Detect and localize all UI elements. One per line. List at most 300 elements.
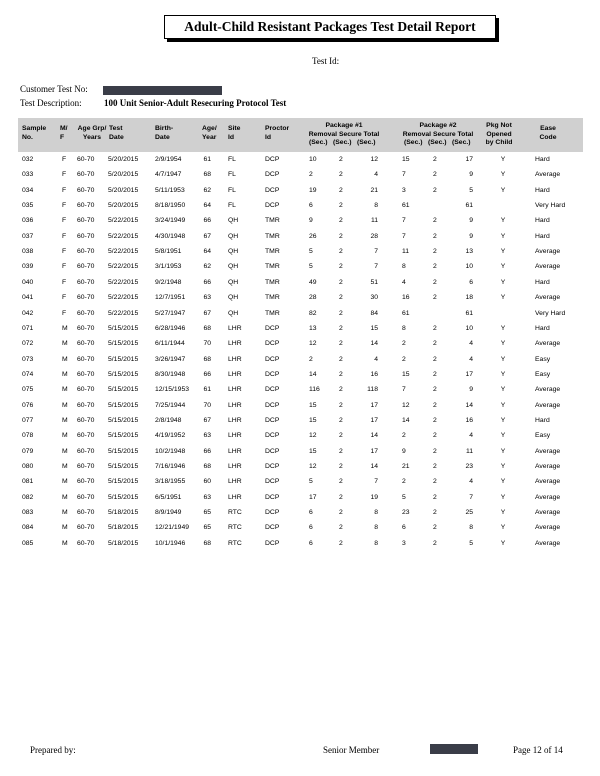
table-cell: Y — [500, 340, 506, 348]
table-cell: F — [62, 309, 67, 317]
table-cell: 60-70 — [77, 432, 95, 440]
test-description-label: Test Description: — [20, 98, 82, 108]
table-cell: 84 — [370, 309, 378, 317]
table-cell: LHR — [228, 370, 242, 378]
table-cell: 8/18/1950 — [155, 202, 186, 210]
table-cell: 5 — [469, 539, 473, 547]
table-cell: M — [62, 539, 68, 547]
table-cell: M — [62, 432, 68, 440]
table-cell: DCP — [265, 493, 280, 501]
table-cell: 62 — [203, 263, 211, 271]
header-package-2: Package #2 Removal Secure Total — [402, 122, 474, 138]
table-cell: 5/18/2015 — [108, 524, 139, 532]
table-cell: 5/15/2015 — [108, 324, 139, 332]
table-cell: QH — [228, 248, 239, 256]
table-cell: 15 — [402, 370, 410, 378]
table-cell: 9 — [309, 217, 313, 225]
table-cell: 2 — [433, 370, 437, 378]
header-not-opened: Pkg Not Opened by Child — [485, 122, 513, 146]
table-cell: 5/15/2015 — [108, 340, 139, 348]
table-cell: 10 — [309, 156, 317, 163]
table-cell: 8 — [469, 524, 473, 532]
table-cell: 2 — [339, 156, 343, 163]
table-cell: LHR — [228, 493, 242, 501]
header-pkg2-sec-secure: (Sec.) — [428, 139, 447, 146]
table-cell: 63 — [203, 294, 211, 302]
table-cell: 4 — [469, 432, 473, 440]
table-cell: 2 — [433, 463, 437, 470]
table-cell: 2 — [339, 309, 343, 317]
table-cell: Average — [535, 263, 561, 271]
table-cell: 13 — [465, 248, 473, 256]
table-cell: 28 — [370, 232, 378, 240]
table-cell: M — [62, 493, 68, 501]
table-cell: 4 — [374, 171, 378, 179]
table-cell: 5/15/2015 — [108, 401, 139, 409]
table-cell: 8/30/1948 — [155, 370, 186, 378]
table-cell: Y — [500, 447, 506, 455]
table-cell: 8 — [374, 539, 378, 547]
table-cell: 17 — [370, 416, 378, 424]
table-cell: DCP — [265, 370, 280, 378]
table-cell: 7 — [402, 386, 406, 394]
table-cell: Hard — [535, 156, 550, 163]
table-cell: 60-70 — [77, 386, 95, 394]
table-cell: 5/22/2015 — [108, 217, 139, 225]
table-cell: 14 — [309, 370, 317, 378]
table-cell: 5/22/2015 — [108, 294, 139, 302]
header-pkg2-sec-total: (Sec.) — [452, 139, 471, 146]
table-cell: M — [62, 478, 68, 486]
header-birth-date: Birth- Date — [155, 125, 174, 141]
table-cell: 60-70 — [77, 340, 95, 348]
table-cell: 075 — [22, 386, 34, 394]
table-cell: 68 — [203, 324, 211, 332]
table-cell: 3 — [402, 186, 406, 194]
table-cell: 083 — [22, 509, 34, 517]
table-cell: 2 — [433, 493, 437, 501]
table-cell: 071 — [22, 324, 34, 332]
table-cell: 2 — [433, 478, 437, 486]
table-cell: Average — [535, 509, 561, 517]
table-cell: F — [62, 217, 67, 225]
table-cell: 15 — [309, 416, 317, 424]
table-cell: 2 — [339, 186, 343, 194]
table-cell: 5/15/2015 — [108, 370, 139, 378]
table-cell: 64 — [203, 248, 211, 256]
table-cell: 080 — [22, 463, 34, 470]
table-cell: M — [62, 509, 68, 517]
table-cell: 9 — [469, 217, 473, 225]
table-cell: 040 — [22, 278, 34, 286]
table-cell: 61 — [402, 309, 410, 317]
table-cell: 70 — [203, 401, 211, 409]
table-cell: 4 — [402, 278, 406, 286]
table-cell: 081 — [22, 478, 34, 486]
table-cell: 038 — [22, 248, 34, 256]
table-cell: Y — [500, 416, 506, 424]
table-cell: 12 — [309, 340, 317, 348]
table-cell: 6/11/1944 — [155, 340, 185, 348]
table-cell: Y — [500, 463, 506, 470]
header-package-1: Package #1 Removal Secure Total — [308, 122, 380, 138]
table-cell: 8/9/1949 — [155, 509, 182, 517]
table-cell: 2 — [339, 355, 343, 363]
table-cell: 5/22/2015 — [108, 309, 139, 317]
table-cell: 2 — [402, 355, 406, 363]
table-cell: 5/15/2015 — [108, 463, 139, 470]
table-cell: 60-70 — [77, 248, 95, 256]
table-cell: 61 — [402, 202, 410, 210]
table-cell: 7 — [402, 232, 406, 240]
table-cell: LHR — [228, 386, 242, 394]
table-cell: 17 — [370, 401, 378, 409]
table-cell: 67 — [203, 309, 211, 317]
table-cell: 61 — [465, 202, 473, 210]
table-cell: F — [62, 248, 67, 256]
table-cell: M — [62, 463, 68, 470]
table-cell: Y — [500, 263, 506, 271]
table-cell: 8 — [402, 263, 406, 271]
table-cell: 2 — [339, 447, 343, 455]
table-cell: 60-70 — [77, 509, 95, 517]
table-cell: 68 — [203, 463, 211, 470]
table-cell: 11 — [465, 447, 473, 455]
table-cell: TMR — [265, 309, 280, 317]
table-cell: Easy — [535, 370, 551, 378]
table-cell: 60-70 — [77, 370, 95, 378]
header-site: Site Id — [228, 125, 241, 141]
table-cell: 4/19/1952 — [155, 432, 186, 440]
table-cell: 8 — [402, 324, 406, 332]
table-cell: Average — [535, 463, 561, 470]
table-cell: 15 — [309, 401, 317, 409]
table-cell: 2 — [433, 217, 437, 225]
table-cell: 118 — [367, 386, 378, 394]
header-test-date: Test Date — [109, 125, 124, 141]
table-cell: Average — [535, 524, 561, 532]
table-cell: 82 — [309, 309, 317, 317]
table-cell: 2 — [433, 447, 437, 455]
table-cell: 6 — [309, 539, 313, 547]
header-age-year: Age/ Year — [202, 125, 217, 141]
table-cell: 19 — [309, 186, 317, 194]
table-cell: DCP — [265, 355, 280, 363]
table-cell: TMR — [265, 232, 280, 240]
table-cell: Y — [500, 370, 506, 378]
table-cell: 5/22/2015 — [108, 278, 139, 286]
table-cell: 15 — [309, 447, 317, 455]
table-cell: 6/5/1951 — [155, 493, 182, 501]
table-cell: 9 — [402, 447, 406, 455]
table-cell: 2 — [339, 432, 343, 440]
table-cell: 60-70 — [77, 202, 95, 210]
table-cell: 49 — [309, 278, 317, 286]
table-cell: 15 — [402, 156, 410, 163]
redaction-bar — [430, 744, 478, 754]
table-cell: 8 — [374, 524, 378, 532]
table-cell: QH — [228, 309, 239, 317]
table-cell: 3/24/1949 — [155, 217, 186, 225]
table-cell: Y — [500, 401, 506, 409]
table-cell: 60-70 — [77, 217, 95, 225]
table-cell: Average — [535, 294, 561, 302]
table-cell: 66 — [203, 370, 211, 378]
table-cell: 12 — [309, 432, 317, 440]
table-cell: 60-70 — [77, 355, 95, 363]
table-cell: DCP — [265, 524, 280, 532]
table-cell: 2 — [339, 509, 343, 517]
table-cell: RTC — [228, 539, 242, 547]
table-cell: 17 — [465, 156, 473, 163]
table-cell: 28 — [309, 294, 317, 302]
table-cell: Hard — [535, 324, 550, 332]
table-cell: 7 — [374, 263, 378, 271]
table-cell: 2 — [339, 340, 343, 348]
redaction-bar — [103, 86, 222, 95]
table-cell: 2 — [433, 324, 437, 332]
table-cell: Y — [500, 539, 506, 547]
table-cell: 61 — [203, 156, 211, 163]
table-cell: DCP — [265, 156, 280, 163]
table-cell: 70 — [203, 340, 211, 348]
table-cell: 7 — [402, 171, 406, 179]
senior-member-label: Senior Member — [323, 745, 380, 755]
table-cell: 7 — [374, 478, 378, 486]
table-cell: 5 — [309, 248, 313, 256]
table-cell: 63 — [203, 432, 211, 440]
table-cell: 5/22/2015 — [108, 263, 139, 271]
table-cell: 30 — [370, 294, 378, 302]
table-cell: 60-70 — [77, 539, 95, 547]
table-cell: F — [62, 263, 67, 271]
table-cell: Average — [535, 493, 561, 501]
table-cell: 2/8/1948 — [155, 416, 182, 424]
table-cell: LHR — [228, 340, 242, 348]
table-cell: 2 — [433, 156, 437, 163]
table-cell: M — [62, 340, 68, 348]
table-cell: QH — [228, 217, 239, 225]
table-cell: 11 — [370, 217, 378, 225]
table-cell: Average — [535, 401, 561, 409]
table-cell: 15 — [370, 324, 378, 332]
table-cell: 2 — [433, 355, 437, 363]
table-cell: 2 — [339, 263, 343, 271]
table-cell: 16 — [465, 416, 473, 424]
table-cell: 60-70 — [77, 447, 95, 455]
table-cell: Average — [535, 447, 561, 455]
table-cell: 2 — [339, 416, 343, 424]
test-description-value: 100 Unit Senior-Adult Resecuring Protocol Test — [104, 98, 287, 108]
table-cell: RTC — [228, 509, 242, 517]
table-cell: 5/22/2015 — [108, 232, 139, 240]
table-cell: 62 — [203, 186, 211, 194]
table-cell: Hard — [535, 186, 550, 194]
table-cell: 12 — [309, 463, 317, 470]
prepared-by-label: Prepared by: — [30, 745, 76, 755]
table-cell: DCP — [265, 186, 280, 194]
table-cell: 6 — [469, 278, 473, 286]
table-cell: F — [62, 232, 67, 240]
table-cell: 5/22/2015 — [108, 248, 139, 256]
table-cell: Y — [500, 294, 506, 302]
header-ease-code: Ease Code — [539, 125, 557, 141]
table-cell: 12/21/1949 — [155, 524, 190, 532]
table-cell: 60-70 — [77, 524, 95, 532]
table-cell: 2 — [339, 493, 343, 501]
table-cell: 2 — [339, 324, 343, 332]
table-cell: 60-70 — [77, 232, 95, 240]
table-cell: QH — [228, 263, 239, 271]
table-cell: DCP — [265, 386, 280, 394]
table-cell: Y — [500, 248, 506, 256]
table-cell: 23 — [402, 509, 410, 517]
table-cell: 10 — [465, 324, 473, 332]
table-cell: 68 — [203, 539, 211, 547]
table-cell: 074 — [22, 370, 34, 378]
table-cell: 2 — [433, 186, 437, 194]
table-cell: 16 — [402, 294, 410, 302]
table-cell: Y — [500, 324, 506, 332]
table-cell: 5/11/1953 — [155, 186, 185, 194]
table-cell: 032 — [22, 156, 34, 163]
table-cell: Y — [500, 232, 506, 240]
table-cell: 60-70 — [77, 478, 95, 486]
table-cell: TMR — [265, 217, 280, 225]
table-cell: 10 — [465, 263, 473, 271]
table-cell: 4 — [374, 355, 378, 363]
table-cell: 072 — [22, 340, 34, 348]
table-cell: DCP — [265, 447, 280, 455]
test-id-label: Test Id: — [312, 56, 340, 66]
table-cell: Very Hard — [535, 202, 566, 210]
table-cell: M — [62, 447, 68, 455]
table-cell: 9 — [469, 386, 473, 394]
table-cell: 2 — [309, 171, 313, 179]
table-cell: DCP — [265, 463, 280, 470]
table-cell: 7/25/1944 — [155, 401, 186, 409]
table-cell: 60-70 — [77, 186, 95, 194]
table-cell: 21 — [370, 186, 378, 194]
table-cell: Y — [500, 509, 506, 517]
table-cell: 19 — [370, 493, 378, 501]
table-cell: 2 — [433, 232, 437, 240]
table-cell: 7 — [374, 248, 378, 256]
table-cell: 60-70 — [77, 278, 95, 286]
table-cell: Average — [535, 340, 561, 348]
table-cell: 5/20/2015 — [108, 186, 139, 194]
table-cell: 60-70 — [77, 493, 95, 501]
table-cell: F — [62, 171, 67, 179]
table-cell: LHR — [228, 447, 242, 455]
table-cell: 078 — [22, 432, 34, 440]
table-cell: 2 — [433, 294, 437, 302]
table-cell: 12/7/1951 — [155, 294, 186, 302]
table-cell: 64 — [203, 202, 211, 210]
table-cell: F — [62, 202, 67, 210]
table-cell: M — [62, 416, 68, 424]
table-cell: Y — [500, 186, 506, 194]
table-cell: 14 — [465, 401, 473, 409]
table-cell: DCP — [265, 171, 280, 179]
table-cell: M — [62, 370, 68, 378]
table-cell: 2 — [339, 232, 343, 240]
table-cell: 041 — [22, 294, 34, 302]
table-cell: Y — [500, 386, 506, 394]
table-cell: 60-70 — [77, 309, 95, 317]
table-cell: TMR — [265, 294, 280, 302]
table-cell: QH — [228, 232, 239, 240]
table-cell: 4/7/1947 — [155, 171, 182, 179]
table-cell: Average — [535, 478, 561, 486]
table-cell: 5/27/1947 — [155, 309, 186, 317]
table-cell: FL — [228, 156, 236, 163]
table-cell: 68 — [203, 355, 211, 363]
table-cell: 60-70 — [77, 463, 95, 470]
table-cell: 2 — [433, 248, 437, 256]
table-cell: 7 — [402, 217, 406, 225]
table-cell: 035 — [22, 202, 34, 210]
table-cell: 17 — [309, 493, 317, 501]
table-cell: 039 — [22, 263, 34, 271]
table-cell: DCP — [265, 202, 280, 210]
table-cell: RTC — [228, 524, 242, 532]
table-cell: 085 — [22, 539, 34, 547]
table-cell: M — [62, 386, 68, 394]
table-cell: 4/30/1948 — [155, 232, 186, 240]
table-cell: 7 — [469, 493, 473, 501]
table-cell: 2 — [402, 432, 406, 440]
table-cell: 5/15/2015 — [108, 478, 139, 486]
table-cell: 2 — [433, 524, 437, 532]
table-cell: 077 — [22, 416, 34, 424]
table-cell: 3 — [402, 539, 406, 547]
table-cell: 5/18/2015 — [108, 539, 139, 547]
table-cell: Y — [500, 524, 506, 532]
table-cell: TMR — [265, 248, 280, 256]
table-cell: 2 — [433, 340, 437, 348]
table-cell: Y — [500, 478, 506, 486]
table-cell: 5 — [469, 186, 473, 194]
table-cell: Y — [500, 217, 506, 225]
table-cell: 9 — [469, 171, 473, 179]
table-cell: 5/20/2015 — [108, 202, 139, 210]
header-pkg1-sec-total: (Sec.) — [357, 139, 376, 146]
table-cell: Y — [500, 278, 506, 286]
table-cell: 5/15/2015 — [108, 386, 139, 394]
table-cell: Very Hard — [535, 309, 566, 317]
table-cell: 5/15/2015 — [108, 432, 139, 440]
table-cell: 3/1/1953 — [155, 263, 182, 271]
table-cell: 8 — [374, 202, 378, 210]
table-cell: LHR — [228, 463, 242, 470]
table-cell: F — [62, 294, 67, 302]
table-cell: 65 — [203, 509, 211, 517]
table-cell: Hard — [535, 232, 550, 240]
table-cell: Hard — [535, 278, 550, 286]
table-cell: 116 — [309, 386, 320, 394]
table-cell: 11 — [402, 248, 410, 256]
table-cell: 60-70 — [77, 156, 95, 163]
table-cell: 033 — [22, 171, 34, 179]
table-cell: 66 — [203, 447, 211, 455]
table-cell: DCP — [265, 509, 280, 517]
table-cell: 084 — [22, 524, 34, 532]
table-cell: 5 — [309, 478, 313, 486]
table-cell: DCP — [265, 324, 280, 332]
table-cell: 3/18/1955 — [155, 478, 186, 486]
table-cell: 16 — [370, 370, 378, 378]
